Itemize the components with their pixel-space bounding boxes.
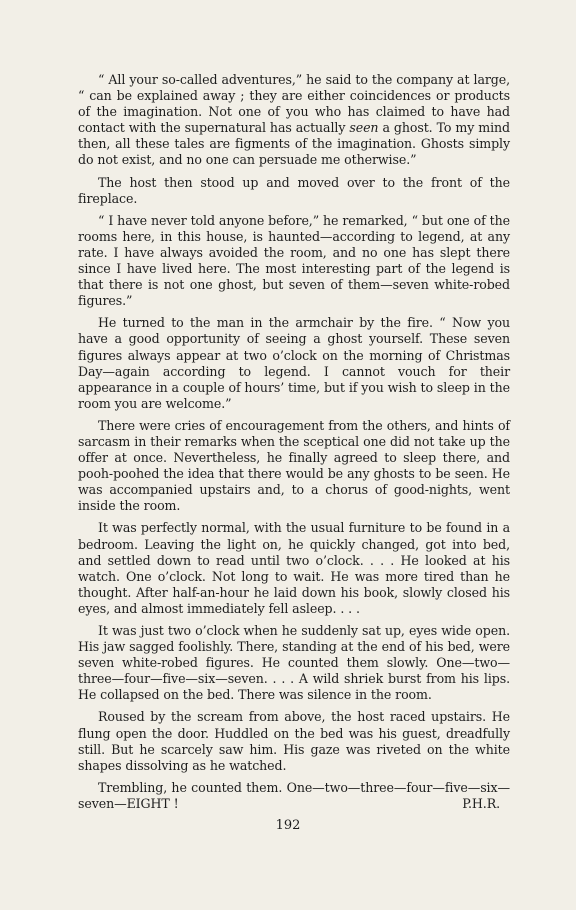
author-initials: P.H.R. — [462, 795, 500, 811]
paragraph-2: The host then stood up and moved over to the front of the fireplace. — [78, 174, 510, 206]
emphasis-seen: seen — [349, 120, 379, 136]
final-paragraph-text: Trembling, he counted them. One—two—three—four—five—six—seven—EIGHT ! — [78, 779, 510, 811]
page-number: 192 — [275, 818, 301, 833]
paragraph-8: Roused by the scream from above, the host raced upstairs. He flung open the door. Huddled on the bed was his guest, dreadfully still. But he scarcely saw him. His gaze was riveted on the white shapes dissolving as he watched. — [78, 709, 510, 773]
story-text — [78, 72, 510, 812]
paragraph-3: “ I have never told anyone before,” he remarked, “ but one of the rooms here, in this house, is haunted—according to legend, at any rate. I have always avoided the room, and no one has slept there since I have lived here. The most interesting part of the legend is that there is not one ghost, but seven of them—seven white-robed figures.” — [78, 212, 510, 309]
paragraph-1: “ All your so-called adventures,” he said to the company at large, “ can be explained away ; they are either coincidences or products of the imagination. Not one of you who has claimed to have had contact with the supernatural has actually seen a ghost. To my mind then, all these tales are figments of the imagination. Ghosts simply do not exist, and no one can persuade me otherwise.” — [78, 72, 511, 168]
paragraph-7: It was just two o’clock when he suddenly sat up, eyes wide open. His jaw sagged foolishly. There, standing at the end of his bed, were seven white-robed figures. He counted them slowly. One—two—three—four—five—six—seven. . . . A wild shriek burst from his lips. He collapsed on the bed. There was silence in the room. — [78, 623, 510, 703]
paragraph-4: He turned to the man in the armchair by the fire. “ Now you have a good opportunity of seeing a ghost yourself. These seven figures always appear at two o’clock on the morning of Christmas Day—again according to legend. I cannot vouch for their appearance in a couple of hours’ time, but if you wish to sleep in the room you are welcome.” — [78, 315, 510, 411]
paragraph-5: There were cries of encouragement from the others, and hints of sarcasm in their remarks when the sceptical one did not take up the offer at once. Nevertheless, he finally agreed to sleep there, and pooh-poohed the idea that there would be any ghosts to be seen. He was accompanied upstairs and, to a chorus of good-nights, went inside the room. — [78, 417, 510, 514]
final-paragraph — [78, 780, 510, 812]
paragraph-6: It was perfectly normal, with the usual furniture to be found in a bedroom. Leaving the light on, he quickly changed, got into bed, and settled down to read until two o’clock. . . . He looked at his watch. One o’clock. Not long to wait. He was more tired than he thought. After half-an-hour he laid down his book, slowly closed his eyes, and almost immediately fell asleep. . . . — [78, 520, 510, 616]
